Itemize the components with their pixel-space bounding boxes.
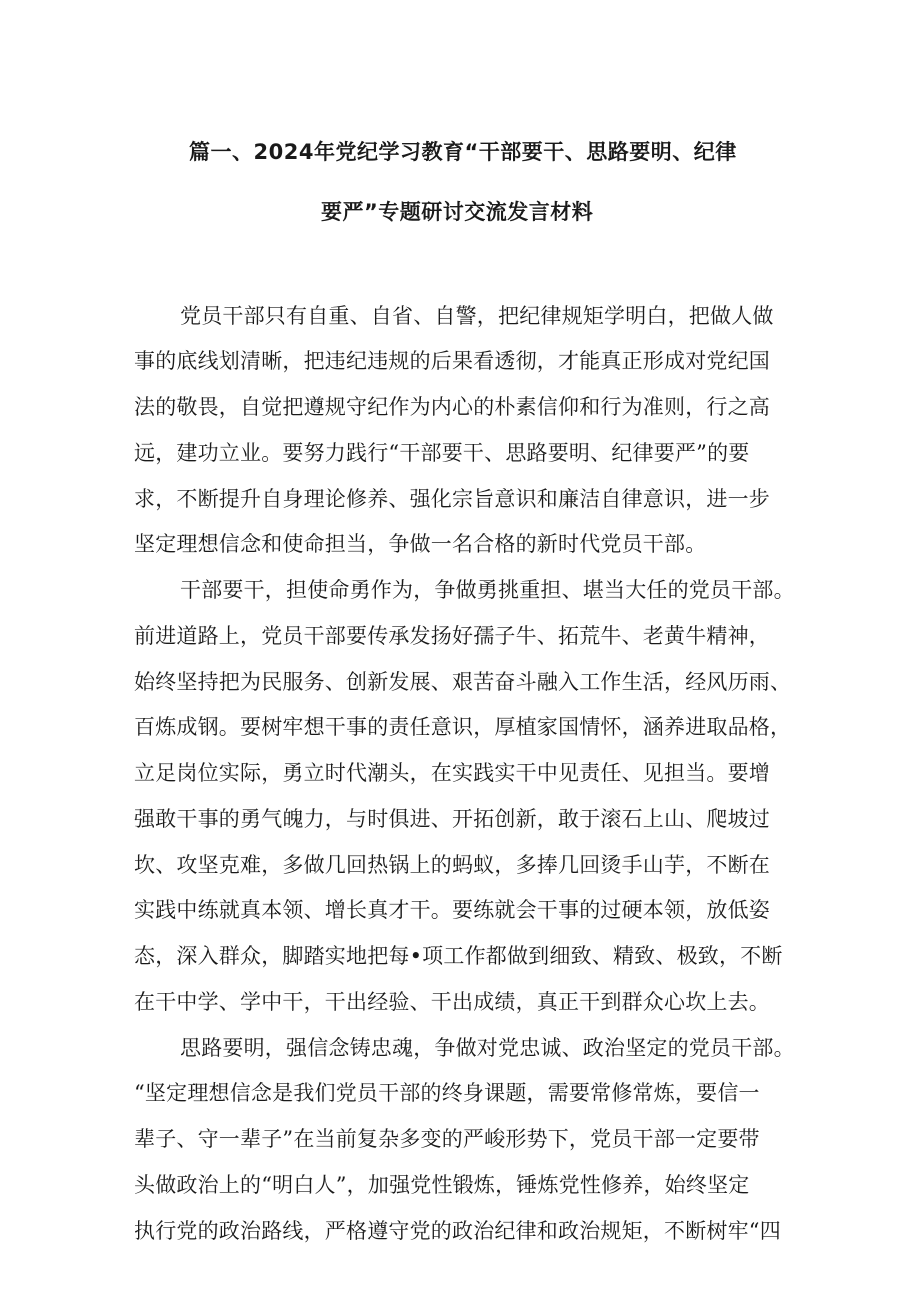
body-line: 始终坚持把为民服务、创新发展、艰苦奋斗融入工作生活，经风历雨、 [134, 670, 792, 694]
body-line: 思路要明，强信念铸忠魂，争做对党忠诚、政治坚定的党员干部。 [180, 1036, 795, 1060]
document-title-line-1: 篇一、2024年党纪学习教育“干部要干、思路要明、纪律 [189, 140, 737, 164]
body-line: 党员干部只有自重、自省、自警，把纪律规矩学明白，把做人做 [180, 304, 774, 328]
body-line: 前进道路上，党员干部要传承发扬好孺子牛、拓荒牛、老黄牛精神， [134, 624, 770, 648]
body-line: 实践中练就真本领、增长真才干。要练就会干事的过硬本领，放低姿 [134, 898, 770, 922]
body-line: “坚定理想信念是我们党员干部的终身课题，需要常修常炼，要信一 [134, 1081, 760, 1105]
body-line: 坎、攻坚克难，多做几回热锅上的蚂蚁，多捧几回烫手山芋，不断在 [134, 853, 770, 877]
body-line: 坚定理想信念和使命担当，争做一名合格的新时代党员干部。 [134, 532, 707, 556]
body-line: 求，不断提升自身理论修养、强化宗旨意识和廉洁自律意识，进一步 [134, 487, 770, 511]
body-line: 远，建功立业。要努力践行“干部要干、思路要明、纪律要严”的要 [134, 441, 750, 465]
body-line: 立足岗位实际，勇立时代潮头，在实践实干中见责任、见担当。要增 [134, 761, 770, 785]
body-line: 态，深入群众，脚踏实地把每•项工作都做到细致、精致、极致，不断 [134, 944, 783, 968]
document-title-line-2: 要严”专题研讨交流发言材料 [321, 200, 594, 224]
body-line: 事的底线划清晰，把违纪违规的后果看透彻，才能真正形成对党纪国 [134, 349, 770, 373]
body-line: 法的敬畏，自觉把遵规守纪作为内心的朴素信仰和行为准则，行之高 [134, 395, 770, 419]
body-line: 头做政治上的“明白人”，加强党性锻炼，锤炼党性修养，始终坚定 [134, 1173, 750, 1197]
body-line: 干部要干，担使命勇作为，争做勇挑重担、堪当大任的党员干部。 [180, 578, 795, 602]
body-line: 辈子、守一辈子”在当前复杂多变的严峻形势下，党员干部一定要带 [134, 1127, 760, 1151]
body-line: 百炼成钢。要树牢想干事的责任意识，厚植家国情怀，涵养进取品格， [134, 715, 792, 739]
body-line: 在干中学、学中干，干出经验、干出成绩，真正干到群众心坎上去。 [134, 990, 770, 1014]
body-line: 执行党的政治路线，严格遵守党的政治纪律和政治规矩，不断树牢“四 [134, 1219, 781, 1243]
body-line: 强敢干事的勇气魄力，与时俱进、开拓创新，敢于滚石上山、爬坡过 [134, 807, 770, 831]
